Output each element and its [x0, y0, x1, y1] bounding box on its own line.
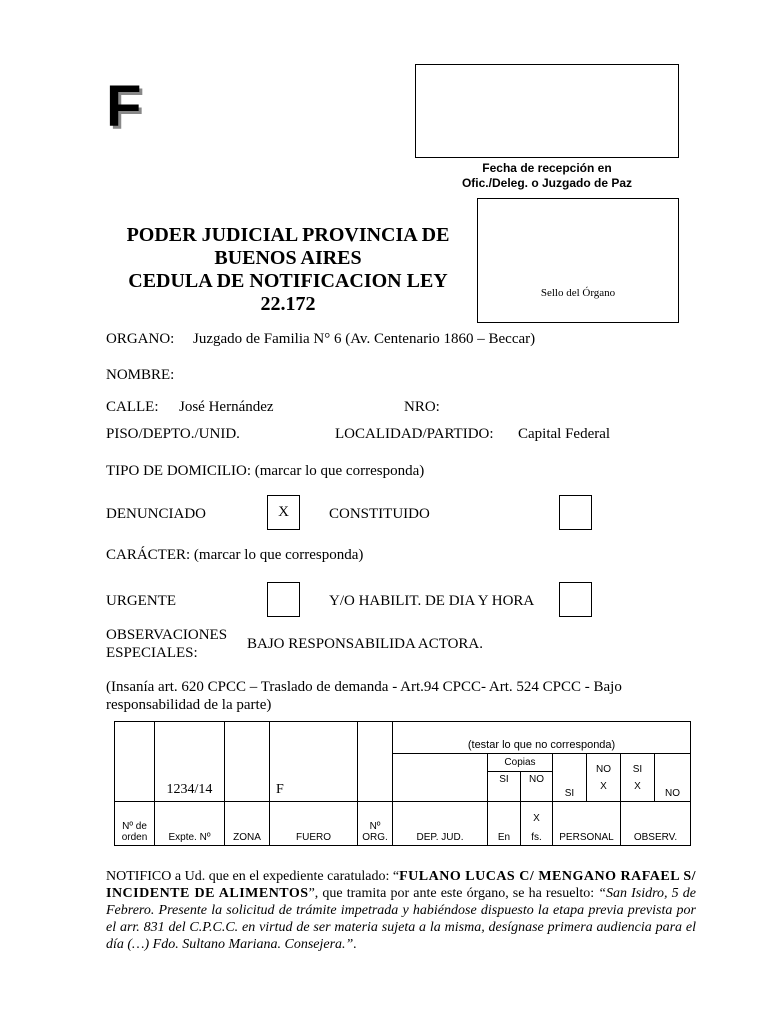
org-value-cell	[358, 722, 393, 802]
copias-no-cell	[521, 772, 553, 802]
col-fs-label: fs.	[531, 832, 542, 843]
col-orden	[115, 802, 155, 846]
observ-si-mark: X	[634, 780, 641, 792]
page-title	[110, 224, 466, 316]
reception-date-box	[415, 64, 679, 158]
insania-line1: (Insanía art. 620 CPCC – Traslado de demanda - Art.94 CPCC- Art. 524 CPCC - Bajo	[106, 679, 622, 695]
observ-si-label: SI	[632, 763, 643, 775]
personal-no-cell	[587, 754, 621, 802]
col-org-line1: Nº	[369, 821, 381, 832]
col-en: En	[488, 802, 521, 846]
insania-note	[106, 678, 706, 714]
insania-line2: responsabilidad de la parte)	[106, 697, 272, 713]
col-dep: DEP. JUD.	[393, 802, 488, 846]
observaciones-label	[106, 626, 227, 662]
case-caption: FULANO LUCAS C/ MENGANO RAFAEL S/ INCIDENTE DE ALIMENTOS	[106, 869, 696, 901]
col-org	[358, 802, 393, 846]
observaciones-value: BAJO RESPONSABILIDA ACTORA.	[247, 636, 484, 652]
case-table	[114, 721, 691, 846]
copias-si-cell	[488, 772, 521, 802]
notice-paragraph	[106, 868, 696, 953]
reception-label-line2: Ofic./Deleg. o Juzgado de Paz	[461, 176, 633, 190]
observ-no-cell	[655, 754, 691, 802]
expte-value: 1234/14	[166, 782, 213, 797]
tipo-domicilio-label: TIPO DE DOMICILIO: (marcar lo que corresponda)	[106, 463, 425, 479]
piso-label: PISO/DEPTO./UNID.	[106, 426, 240, 442]
document-letter: F	[106, 74, 142, 139]
localidad-label: LOCALIDAD/PARTIDO:	[335, 426, 494, 442]
col-zona: ZONA	[225, 802, 270, 846]
col-org-line2: ORG.	[362, 832, 388, 843]
dep-value-cell	[393, 754, 488, 802]
personal-no-label: NO	[596, 763, 611, 775]
reception-label-line1: Fecha de recepción en	[482, 161, 612, 175]
title-line1: PODER JUDICIAL PROVINCIA DE	[126, 224, 450, 246]
calle-label: CALLE:	[106, 399, 159, 415]
notice-intro: NOTIFICO a Ud. que en el expediente caratulado: “	[106, 869, 400, 884]
fs-mark: X	[533, 813, 540, 824]
orden-value-cell	[115, 722, 155, 802]
notice-middle: ”, que tramita por ante este órgano, se ha resuelto:	[308, 886, 599, 901]
denunciado-checkbox[interactable]: X	[267, 495, 300, 530]
reception-date-label	[415, 161, 679, 191]
col-personal: PERSONAL	[553, 802, 621, 846]
fuero-value-cell	[270, 722, 358, 802]
expte-value-cell	[155, 722, 225, 802]
seal-label: Sello del Órgano	[540, 287, 616, 299]
testar-header: (testar lo que no corresponda)	[393, 722, 691, 754]
zona-value-cell	[225, 722, 270, 802]
col-orden-line1: Nº de	[122, 821, 147, 832]
organo-value: Juzgado de Familia N° 6 (Av. Centenario 1860 – Beccar)	[193, 331, 536, 347]
fuero-value: F	[276, 782, 284, 797]
col-fuero: FUERO	[270, 802, 358, 846]
urgente-label: URGENTE	[106, 593, 176, 609]
nro-label: NRO:	[404, 399, 440, 415]
personal-si-cell	[553, 754, 587, 802]
col-fs	[521, 802, 553, 846]
observ-no-label: NO	[665, 788, 681, 799]
col-observ: OBSERV.	[621, 802, 691, 846]
nombre-label: NOMBRE:	[106, 367, 175, 383]
title-line2: BUENOS AIRES	[214, 247, 362, 269]
observaciones-label-line1: OBSERVACIONES	[106, 627, 228, 643]
urgente-checkbox[interactable]	[267, 582, 300, 617]
constituido-checkbox[interactable]	[559, 495, 592, 530]
col-orden-line2: orden	[121, 832, 148, 843]
constituido-label: CONSTITUIDO	[329, 506, 430, 522]
col-expte: Expte. Nº	[155, 802, 225, 846]
organo-label: ORGANO:	[106, 331, 175, 347]
caracter-label: CARÁCTER: (marcar lo que corresponda)	[106, 547, 364, 563]
habilit-label: Y/O HABILIT. DE DIA Y HORA	[329, 593, 535, 609]
observ-si-cell	[621, 754, 655, 802]
copias-header: Copias	[488, 754, 553, 772]
personal-no-mark: X	[600, 780, 607, 792]
seal-box	[477, 198, 679, 323]
calle-value: José Hernández	[179, 399, 274, 415]
copias-no-label: NO	[529, 774, 544, 785]
resolution-quote: “San Isidro, 5 de Febrero. Presente la solicitud de trámite impetrada y habiéndose dispuesto la etapa previa prevista por el arr. 831 del C.P.C.C. en virtud de ser materia sujeta a la misma, desígnase primera audiencia para el día (…) Fdo. Sultano Mariana. Consejera.”.	[106, 886, 696, 952]
localidad-value: Capital Federal	[518, 426, 611, 442]
copias-si-label: SI	[499, 774, 509, 785]
observaciones-label-line2: ESPECIALES:	[106, 645, 198, 661]
denunciado-label: DENUNCIADO	[106, 506, 206, 522]
title-line3: CEDULA DE NOTIFICACION LEY	[128, 270, 448, 292]
habilit-checkbox[interactable]	[559, 582, 592, 617]
title-line4: 22.172	[260, 293, 316, 315]
personal-si-label: SI	[564, 788, 575, 799]
